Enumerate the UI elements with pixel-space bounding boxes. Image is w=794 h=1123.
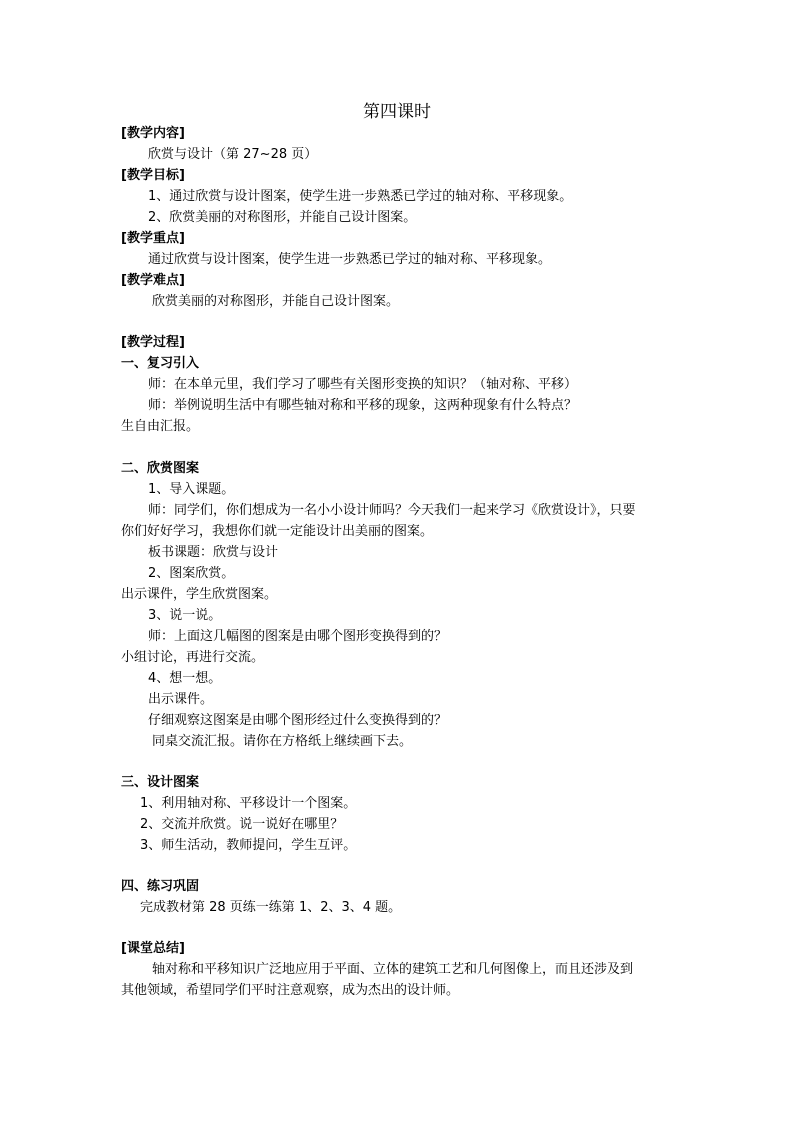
- part1-heading: 一、复习引入: [121, 356, 200, 371]
- part3-line-1: 1、利用轴对称、平移设计一个图案。: [140, 796, 357, 811]
- part2-line-2: 师：同学们，你们想成为一名小小设计师吗？今天我们一起来学习《欣赏设计》，只要: [148, 503, 636, 518]
- section-heading-difficulties: [教学难点]: [121, 273, 185, 288]
- part3-heading: 三、设计图案: [121, 775, 200, 790]
- key-points-text: 通过欣赏与设计图案，使学生进一步熟悉已学过的轴对称、平移现象。: [148, 252, 552, 267]
- part4-line-1: 完成教材第 28 页练一练第 1、2、3、4 题。: [140, 900, 402, 915]
- part2-heading: 二、欣赏图案: [121, 461, 200, 476]
- part2-line-9: 小组讨论，再进行交流。: [121, 650, 265, 665]
- part2-line-1: 1、导入课题。: [148, 482, 235, 497]
- part2-line-10: 4、想一想。: [148, 671, 222, 686]
- part2-line-8: 师：上面这几幅图的图案是由哪个图形变换得到的？: [148, 629, 448, 644]
- part2-line-12: 仔细观察这图案是由哪个图形经过什么变换得到的？: [148, 713, 448, 728]
- goal-item-1: 1、通过欣赏与设计图案，使学生进一步熟悉已学过的轴对称、平移现象。: [148, 189, 573, 204]
- section-heading-content: [教学内容]: [121, 126, 185, 141]
- goal-item-2: 2、欣赏美丽的对称图形，并能自己设计图案。: [148, 210, 417, 225]
- part2-line-4: 板书课题：欣赏与设计: [148, 545, 279, 560]
- part1-line-1: 师：在本单元里，我们学习了哪些有关图形变换的知识？（轴对称、平移）: [148, 377, 578, 392]
- summary-line-1: 轴对称和平移知识广泛地应用于平面、立体的建筑工艺和几何图像上，而且还涉及到: [152, 962, 634, 977]
- part2-line-6: 出示课件，学生欣赏图案。: [121, 587, 278, 602]
- part3-line-3: 3、师生活动，教师提问，学生互评。: [140, 838, 357, 853]
- page-title: 第四课时: [363, 102, 431, 122]
- part2-line-13: 同桌交流汇报。请你在方格纸上继续画下去。: [152, 734, 413, 749]
- part1-line-3: 生自由汇报。: [121, 419, 200, 434]
- part2-line-3: 你们好好学习，我想你们就一定能设计出美丽的图案。: [121, 524, 434, 539]
- part3-line-2: 2、交流并欣赏。说一说好在哪里？: [140, 817, 344, 832]
- section-heading-goals: [教学目标]: [121, 168, 185, 183]
- section-heading-process: [教学过程]: [121, 335, 185, 350]
- part2-line-7: 3、说一说。: [148, 608, 222, 623]
- part2-line-5: 2、图案欣赏。: [148, 566, 235, 581]
- section-heading-summary: [课堂总结]: [121, 941, 185, 956]
- part2-line-11: 出示课件。: [148, 692, 214, 707]
- summary-line-2: 其他领域，希望同学们平时注意观察，成为杰出的设计师。: [121, 983, 460, 998]
- part4-heading: 四、练习巩固: [121, 879, 200, 894]
- difficulties-text: 欣赏美丽的对称图形，并能自己设计图案。: [152, 294, 400, 309]
- part1-line-2: 师：举例说明生活中有哪些轴对称和平移的现象，这两种现象有什么特点？: [148, 398, 578, 413]
- content-text: 欣赏与设计（第 27~28 页）: [148, 147, 318, 162]
- section-heading-key-points: [教学重点]: [121, 231, 185, 246]
